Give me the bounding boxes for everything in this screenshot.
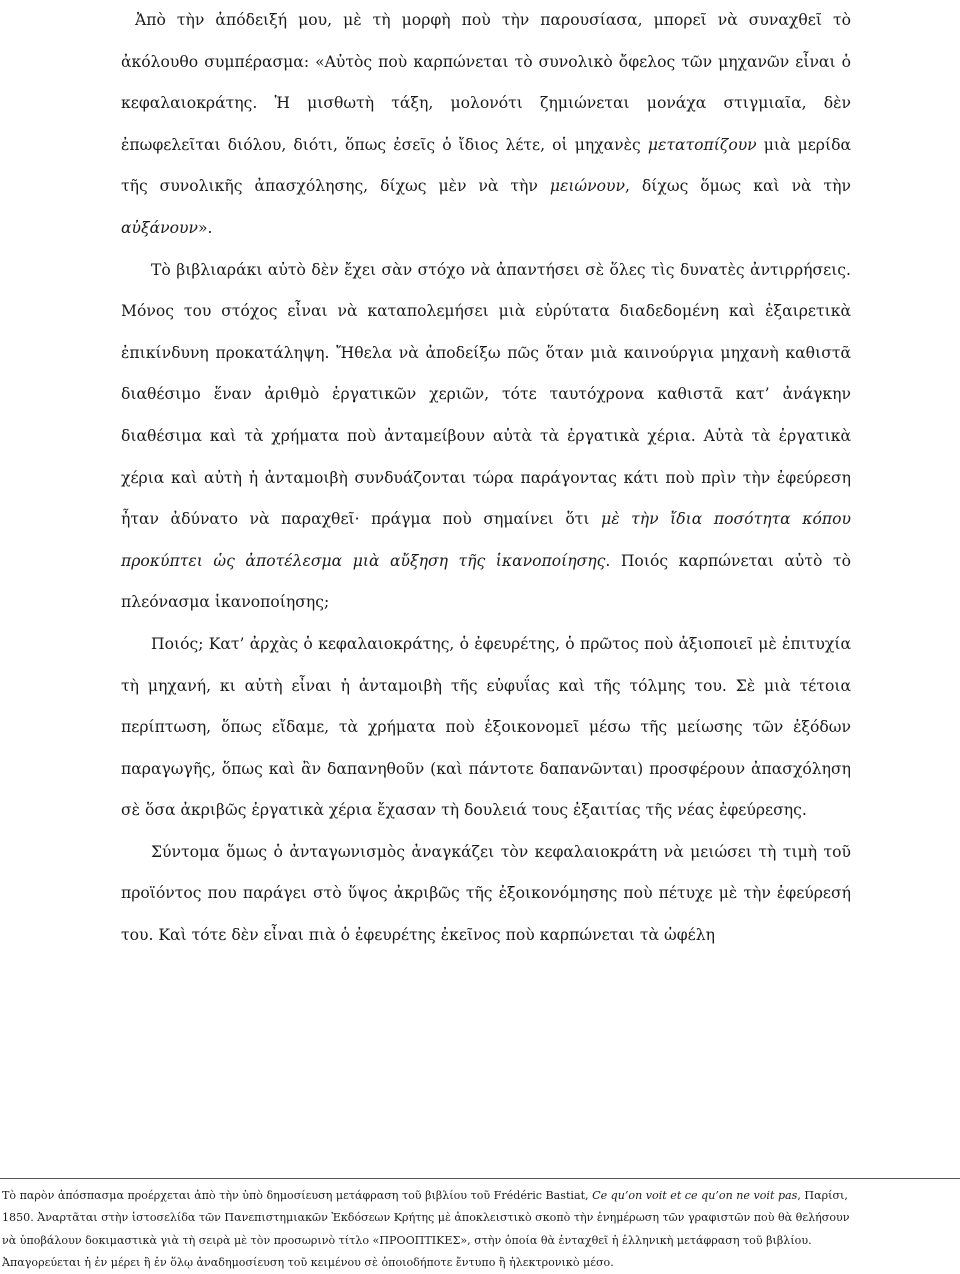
body-text — [121, 0, 851, 957]
emphasized-text: μειώνουν — [549, 177, 625, 196]
paragraph-1 — [121, 0, 851, 250]
paragraph-text: μιὰ μερίδα τῆς συνολικῆς ἀπασχόλησης, δίχως μὲν νὰ τὴν — [121, 135, 851, 196]
book-title: Ce qu’on voit et ce qu’on ne voit pas — [592, 1189, 798, 1202]
footer-line-1-tail: , Παρίσι, — [797, 1189, 848, 1202]
paragraph-2 — [121, 250, 851, 624]
paragraph-text: Ποιός; Κατ’ ἀρχὰς ὁ κεφαλαιοκράτης, ὁ ἐφευρέτης, ὁ πρῶτος ποὺ ἀξιοποιεῖ μὲ ἐπιτυχία τὴ μηχανή, κι αὐτὴ εἶναι ἡ ἀνταμοιβὴ τῆς εὐφυΐας καὶ τῆς τόλμης του. Σὲ μιὰ τέτοια περίπτωση, ὅπως εἴδαμε, τὰ χρήματα ποὺ ἐξοικονομεῖ μέσω τῆς μείωσης τῶν ἐξόδων παραγωγῆς, ὅπως καὶ ἂν δαπανηθοῦν (καὶ πάντοτε δαπανῶνται) προσφέρουν ἀπασχόληση σὲ ὅσα ἀκριβῶς ἐργατικὰ χέρια ἔχασαν τὴ δουλειά τους ἐξαιτίας τῆς νέας ἐφεύρεσης. — [121, 634, 851, 820]
emphasized-text: αὐξάνουν — [121, 218, 198, 237]
paragraph-4 — [121, 832, 851, 957]
emphasized-text: μὲ τὴν ἴδια ποσότητα κόπου προκύπτει ὡς ἀποτέλεσμα μιὰ αὔξηση τῆς ἱκανοποίησης — [121, 510, 851, 570]
paragraph-text: Τὸ βιβλιαράκι αὐτὸ δὲν ἔχει σὰν στόχο νὰ ἀπαντήσει σὲ ὅλες τὶς δυνατὲς ἀντιρρήσεις. Μόνος του στόχος εἶναι νὰ καταπολεμήσει μιὰ εὐρύτατα διαδεδομένη καὶ ἐξαιρετικὰ ἐπικίνδυνη προκατάληψη. Ἤθελα νὰ ἀποδείξω πῶς ὅταν μιὰ καινούργια μηχανὴ καθιστᾶ διαθέσιμο ἕναν ἀριθμὸ ἐργατικῶν χεριῶν, τότε ταυτόχρονα καθιστᾶ κατ’ ἀνάγκην διαθέσιμα καὶ τὰ χρήματα ποὺ ἀνταμείβουν αὐτὰ τὰ ἐργατικὰ χέρια. Αὐτὰ τὰ ἐργατικὰ χέρια καὶ αὐτὴ ἡ ἀνταμοιβὴ συνδυάζονται τώρα παράγοντας κάτι ποὺ πρὶν τὴν ἐφεύρεση ἦταν ἀδύνατο νὰ παραχθεῖ· πράγμα ποὺ σημαίνει ὅτι — [121, 260, 851, 529]
footer-line-2: 1850. Ἀναρτᾶται στὴν ἱστοσελίδα τῶν Πανεπιστημιακῶν Ἐκδόσεων Κρήτης μὲ ἀποκλειστικὸ σκοπὸ τὴν ἐνημέρωση τῶν γραφιστῶν ποὺ θὰ θελήσουν — [2, 1211, 850, 1225]
footer-line-4: Ἀπαγορεύεται ἡ ἐν μέρει ἢ ἐν ὅλῳ ἀναδημοσίευση τοῦ κειμένου σὲ ὁποιοδήποτε ἔντυπο ἢ ἠλεκτρονικὸ μέσο. — [2, 1255, 614, 1269]
footer-line-1 — [2, 1185, 957, 1207]
footer-line-3: νὰ ὑποβάλουν δοκιμαστικὰ γιὰ τὴ σειρὰ μὲ τὸν προσωρινὸ τίτλο «ΠΡΟΟΠΤΙΚΕΣ», στὴν ὁποία θὰ ἐνταχθεῖ ἡ ἑλληνικὴ μετάφραση τοῦ βιβλίου. — [2, 1233, 812, 1247]
paragraph-text: , δίχως ὅμως καὶ νὰ τὴν — [624, 177, 851, 196]
paragraph-text: ». — [197, 218, 213, 237]
paragraph-text: Σύντομα ὅμως ὁ ἀνταγωνισμὸς ἀναγκάζει τὸν κεφαλαιοκράτη νὰ μειώσει τὴ τιμὴ τοῦ προϊόντος που παράγει στὸ ὕψος ἀκριβῶς τῆς ἐξοικονόμησης ποὺ πέτυχε μὲ τὴν ἐφεύρεσή του. Καὶ τότε δὲν εἶναι πιὰ ὁ ἐφευρέτης ἐκεῖνος ποὺ καρπώνεται τὰ ὠφέλη — [121, 842, 851, 945]
footer-line-1-text: Τὸ παρὸν ἀπόσπασμα προέρχεται ἀπὸ τὴν ὑπὸ δημοσίευση μετάφραση τοῦ βιβλίου τοῦ Frédéric Bastiat, — [2, 1189, 593, 1202]
emphasized-text: μετατοπίζουν — [647, 135, 757, 154]
paragraph-text: Ἀπὸ τὴν ἀπόδειξή μου, μὲ τὴ μορφὴ ποὺ τὴν παρουσίασα, μπορεῖ νὰ συναχθεῖ τὸ ἀκόλουθο συμπέρασμα: «Αὐτὸς ποὺ καρπώνεται τὸ συνολικὸ ὄφελος τῶν μηχανῶν εἶναι ὁ κεφαλαιοκράτης. Ἡ μισθωτὴ τάξη, μολονότι ζημιώνεται μονάχα στιγμιαῖα, δὲν ἐπωφελεῖται διόλου, διότι, ὅπως ἐσεῖς ὁ ἴδιος λέτε, οἱ μηχανὲς — [121, 11, 851, 154]
paragraph-3 — [121, 624, 851, 832]
footer-rule — [0, 1178, 960, 1179]
paragraph-text: . Ποιός καρπώνεται αὐτὸ τὸ πλεόνασμα ἱκανοποίησης; — [121, 551, 851, 612]
footer-note — [2, 1185, 957, 1274]
